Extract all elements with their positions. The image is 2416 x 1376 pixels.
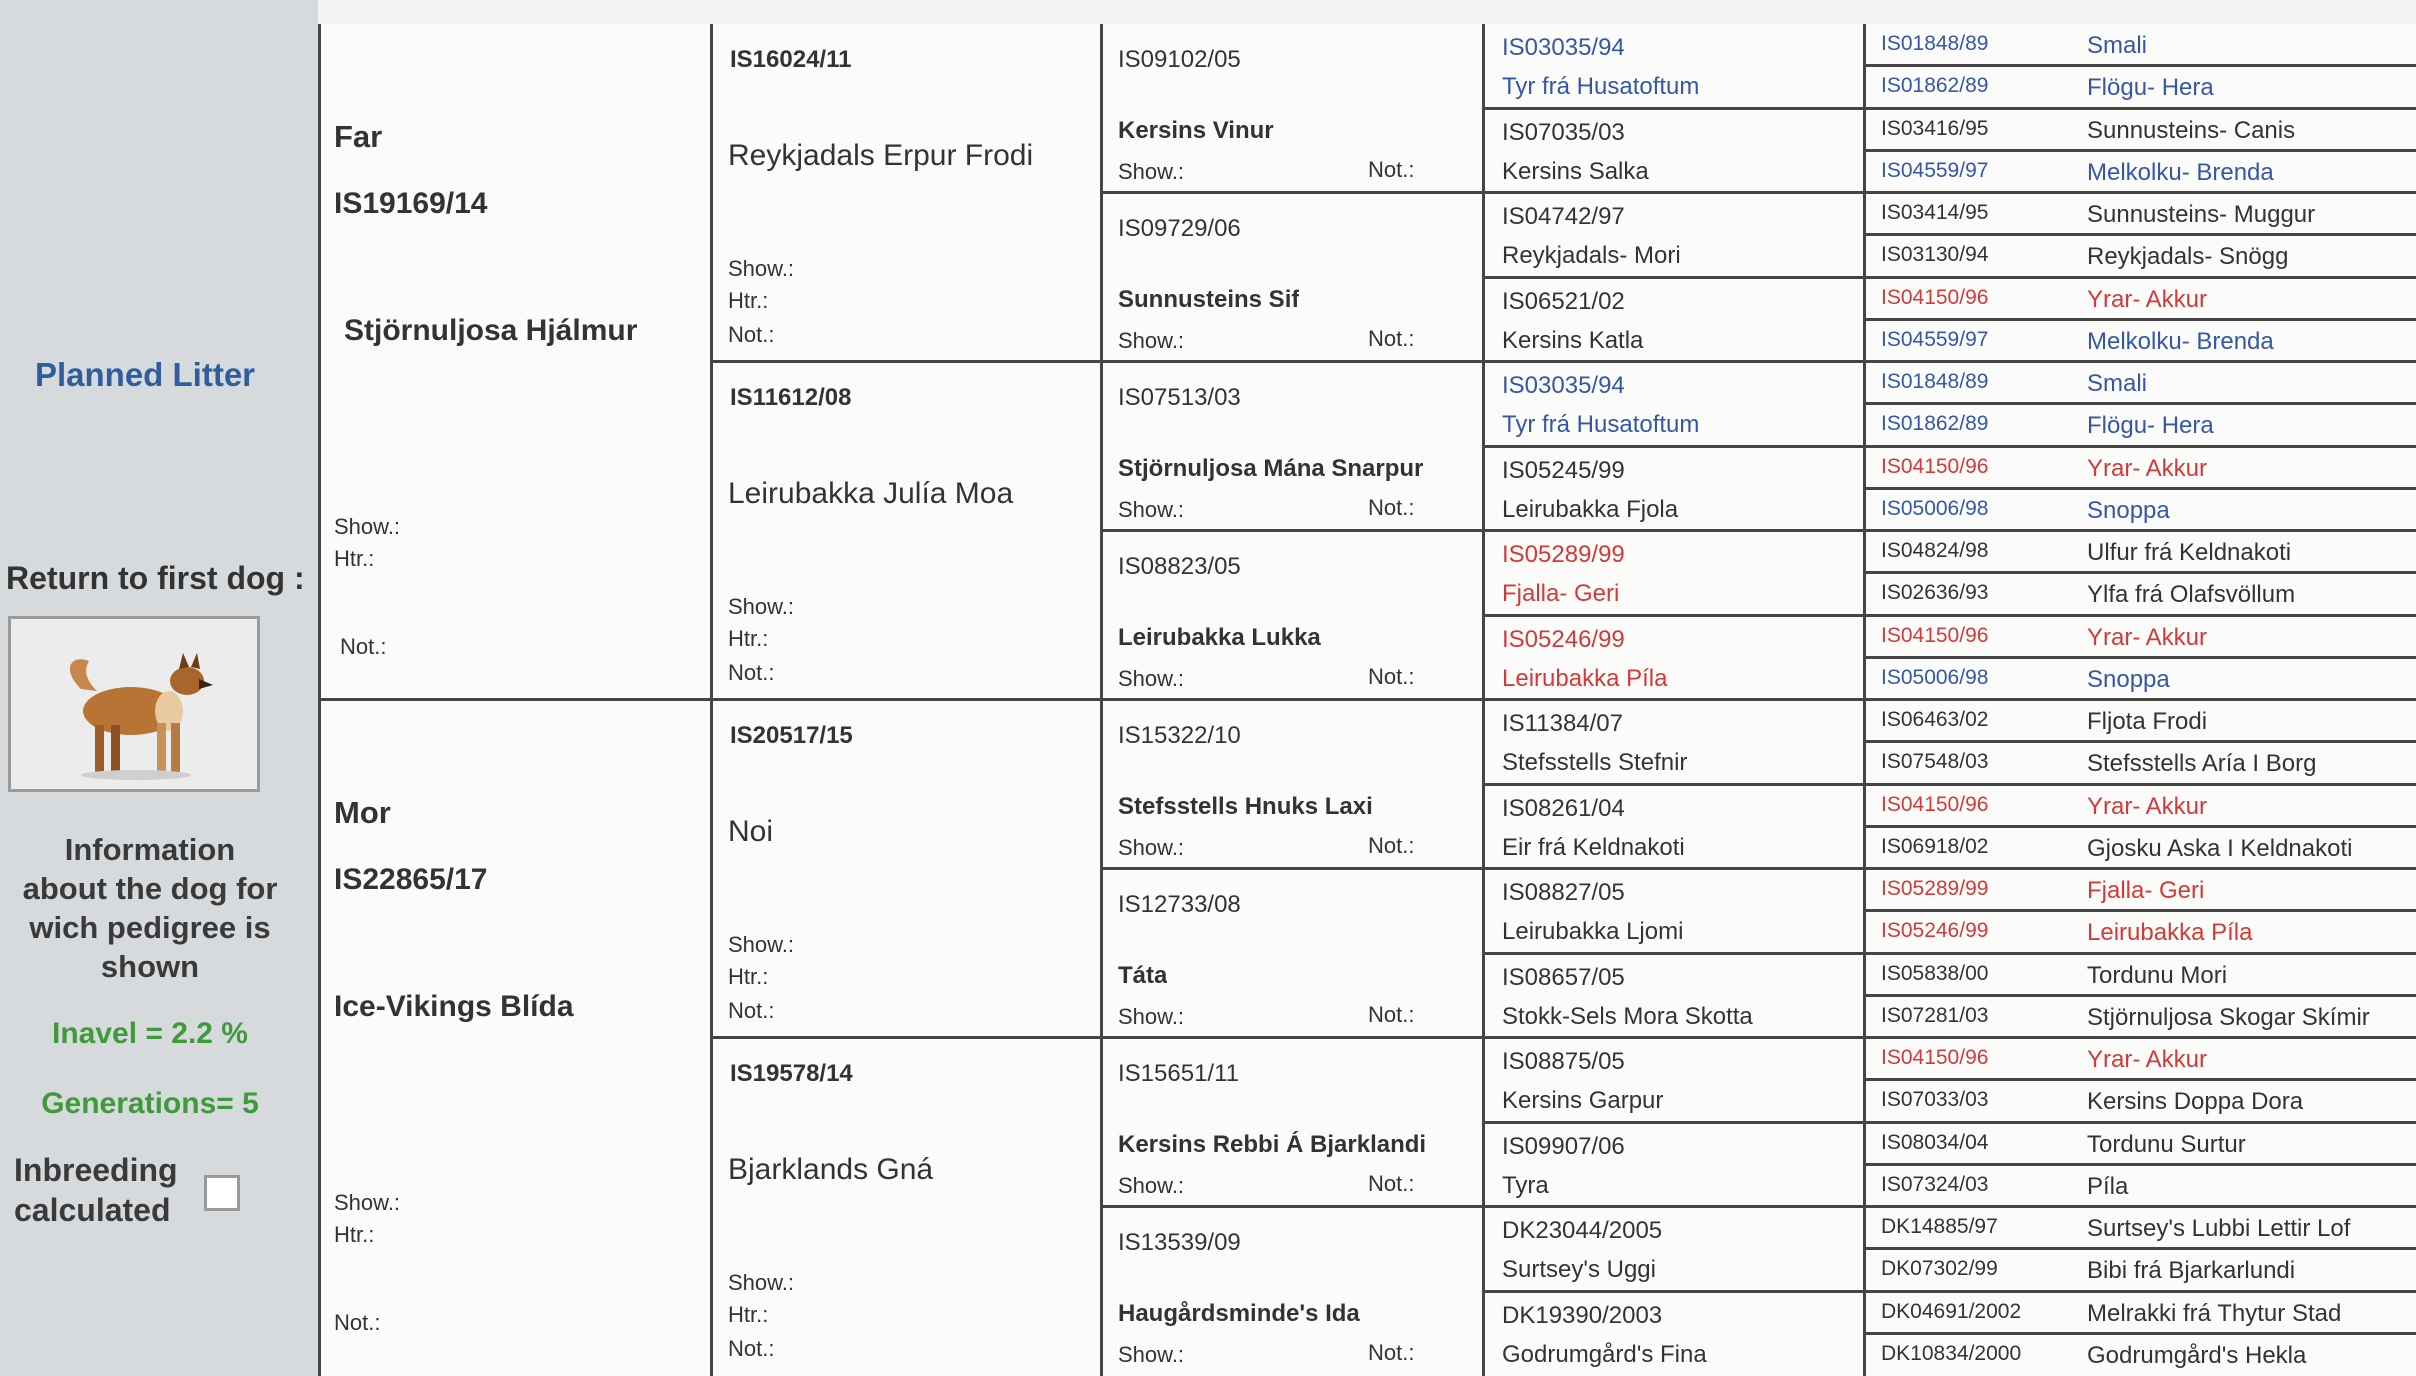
ancestor-name-link[interactable]: Kersins Doppa Dora	[2087, 1088, 2304, 1116]
ancestor-reg-number[interactable]: IS13539/09	[1118, 1229, 1241, 1256]
grandparent-reg-number[interactable]: IS11612/08	[730, 384, 852, 411]
row-divider	[1863, 909, 2416, 912]
pedigree-table	[318, 24, 2416, 1376]
row-divider	[1482, 952, 2416, 955]
row-divider	[1863, 402, 2416, 405]
ancestor-reg-number[interactable]: IS08657/05	[1502, 963, 1625, 991]
ancestor-name-link[interactable]: Ylfa frá Olafsvöllum	[2087, 581, 2296, 609]
info-line: Information	[64, 832, 236, 867]
ancestor-name-link[interactable]: Godrumgård's Hekla	[2087, 1341, 2307, 1369]
ancestor-name-link[interactable]: Melkolku- Brenda	[2087, 158, 2274, 186]
ancestor-name-link[interactable]: Píla	[2087, 1172, 2129, 1200]
ancestor-reg-number[interactable]: IS09729/06	[1118, 215, 1241, 242]
htr-label: Htr.:	[728, 1302, 769, 1327]
not-label: Not.:	[728, 322, 775, 347]
first-dog-image-button[interactable]	[8, 616, 260, 792]
row-divider	[1863, 318, 2416, 321]
show-label: Show.:	[1118, 1173, 1185, 1198]
ancestor-name-link[interactable]: Smali	[2087, 32, 2148, 59]
not-label: Not.:	[1368, 1002, 1415, 1027]
not-label: Not.:	[1368, 157, 1415, 182]
inbreeding-checkbox[interactable]	[204, 1175, 240, 1211]
row-divider	[1863, 233, 2416, 236]
ancestor-reg-number[interactable]: IS04150/96	[1881, 792, 1989, 816]
ancestor-reg-number[interactable]: IS06463/02	[1881, 708, 1989, 731]
row-divider	[1482, 783, 2416, 786]
ancestor-name-link[interactable]: Haugårdsminde's Ida	[1118, 1300, 1360, 1327]
ancestor-reg-number[interactable]: IS01848/89	[1881, 32, 1989, 55]
ancestor-reg-number[interactable]: IS09907/06	[1502, 1132, 1625, 1160]
ancestor-reg-number[interactable]: IS08823/05	[1118, 553, 1241, 580]
ancestor-reg-number[interactable]: DK14885/97	[1881, 1215, 1998, 1238]
ancestor-reg-number[interactable]: IS15322/10	[1118, 722, 1241, 749]
ancestor-reg-number[interactable]: DK23044/2005	[1502, 1217, 1663, 1244]
row-divider	[1863, 1078, 2416, 1081]
show-label: Show.:	[728, 1270, 795, 1295]
ancestor-name-link[interactable]: Leirubakka Ljomi	[1502, 918, 1684, 945]
ancestor-reg-number[interactable]: IS03416/95	[1881, 116, 1989, 140]
ancestor-name-link[interactable]: Melkolku- Brenda	[2087, 327, 2274, 355]
ancestor-reg-number[interactable]: IS03414/95	[1881, 201, 1989, 224]
htr-label: Htr.:	[728, 626, 769, 651]
show-label: Show.:	[1118, 497, 1185, 522]
ancestor-name-link[interactable]: Kersins Garpur	[1502, 1087, 1664, 1114]
show-label: Show.:	[1118, 328, 1185, 353]
return-to-first-dog-label: Return to first dog :	[6, 560, 305, 596]
not-label: Not.:	[340, 634, 387, 659]
not-label: Not.:	[728, 998, 775, 1023]
ancestor-reg-number[interactable]: IS12733/08	[1118, 891, 1241, 918]
htr-label: Htr.:	[334, 546, 375, 571]
ancestor-name-link[interactable]: Reykjadals- Snögg	[2087, 243, 2289, 271]
ancestor-name-link[interactable]: Snoppa	[2087, 665, 2170, 693]
ancestor-reg-number[interactable]: IS07033/03	[1881, 1088, 1989, 1112]
ancestor-name-link[interactable]: Fljota Frodi	[2087, 708, 2208, 735]
inavel-value: Inavel = 2.2 %	[52, 1017, 248, 1050]
ancestor-name-link[interactable]: Táta	[1118, 962, 1168, 989]
ancestor-name-link[interactable]: Stokk-Sels Mora Skotta	[1502, 1002, 1753, 1030]
not-label: Not.:	[1368, 1340, 1415, 1365]
ancestor-reg-number[interactable]: IS05006/98	[1881, 665, 1989, 689]
show-label: Show.:	[1118, 159, 1185, 184]
ancestor-name-link[interactable]: Sunnusteins Sif	[1118, 286, 1300, 313]
row-divider	[1863, 487, 2416, 490]
htr-label: Htr.:	[728, 288, 769, 313]
not-label: Not.:	[334, 1310, 381, 1335]
generations-value: Generations= 5	[41, 1087, 259, 1120]
not-label: Not.:	[1368, 1171, 1415, 1196]
ancestor-reg-number[interactable]: IS04150/96	[1881, 454, 1989, 478]
row-divider	[1863, 571, 2416, 574]
row-divider	[1863, 149, 2416, 152]
ancestor-reg-number[interactable]: IS06521/02	[1502, 287, 1625, 315]
ancestor-reg-number[interactable]: IS15651/11	[1118, 1060, 1239, 1087]
parent-name-link[interactable]: Stjörnuljosa Hjálmur	[344, 314, 638, 347]
ancestor-reg-number[interactable]: IS04150/96	[1881, 285, 1989, 309]
ancestor-name-link[interactable]: Surtsey's Uggi	[1502, 1256, 1656, 1283]
row-divider	[1863, 740, 2416, 743]
ancestor-reg-number[interactable]: IS04150/96	[1881, 623, 1989, 647]
info-line: about the dog for	[22, 871, 278, 906]
ancestor-name-link[interactable]: Tyr frá Husatoftum	[1502, 411, 1700, 438]
ancestor-reg-number[interactable]: IS01862/89	[1881, 412, 1989, 436]
parent-reg-number[interactable]: IS22865/17	[334, 863, 488, 896]
show-label: Show.:	[728, 932, 795, 957]
row-divider	[710, 360, 2416, 363]
htr-label: Htr.:	[334, 1222, 375, 1247]
ancestor-name-link[interactable]: Fjalla- Geri	[2087, 877, 2205, 904]
ancestor-name-link[interactable]: Yrar- Akkur	[2087, 285, 2208, 313]
parent-name-link[interactable]: Ice-Vikings Blída	[334, 990, 574, 1023]
not-label: Not.:	[728, 660, 775, 685]
ancestor-reg-number[interactable]: IS04824/98	[1881, 539, 1989, 562]
row-divider	[710, 1036, 2416, 1039]
row-divider	[1100, 1205, 2416, 1208]
ancestor-reg-number[interactable]: DK07302/99	[1881, 1257, 1998, 1281]
ancestor-reg-number[interactable]: DK10834/2000	[1881, 1341, 2022, 1365]
ancestor-reg-number[interactable]: IS03130/94	[1881, 243, 1989, 267]
htr-label: Htr.:	[728, 964, 769, 989]
row-divider	[1863, 1247, 2416, 1250]
not-label: Not.:	[1368, 833, 1415, 858]
ancestor-name-link[interactable]: Leirubakka Lukka	[1118, 624, 1321, 651]
parent-reg-number[interactable]: IS19169/14	[334, 187, 488, 220]
row-divider	[1482, 445, 2416, 448]
grandparent-name-link[interactable]: Leirubakka Julía Moa	[728, 477, 1014, 510]
ancestor-name-link[interactable]: Yrar- Akkur	[2087, 792, 2208, 820]
ancestor-reg-number[interactable]: IS07324/03	[1881, 1172, 1989, 1196]
row-divider	[1863, 825, 2416, 828]
ancestor-name-link[interactable]: Eir frá Keldnakoti	[1502, 833, 1685, 861]
planned-litter-link[interactable]: Planned Litter	[34, 356, 256, 393]
ancestor-name-link[interactable]: Kersins Vinur	[1118, 117, 1274, 144]
ancestor-name-link[interactable]: Reykjadals- Mori	[1502, 242, 1681, 269]
not-label: Not.:	[1368, 495, 1415, 520]
ancestor-name-link[interactable]: Godrumgård's Fina	[1502, 1340, 1707, 1368]
show-label: Show.:	[1118, 666, 1185, 691]
info-line: wich pedigree is	[29, 910, 271, 945]
ancestor-name-link[interactable]: Leirubakka Fjola	[1502, 495, 1679, 523]
ancestor-name-link[interactable]: Tyr frá Husatoftum	[1502, 73, 1700, 100]
grandparent-reg-number[interactable]: IS19578/14	[730, 1060, 853, 1087]
ancestor-name-link[interactable]: Tordunu Surtur	[2087, 1130, 2246, 1158]
ancestor-name-link[interactable]: Snoppa	[2087, 496, 2170, 524]
ancestor-reg-number[interactable]: IS04559/97	[1881, 158, 1989, 182]
ancestor-reg-number[interactable]: IS05246/99	[1502, 625, 1625, 653]
row-divider	[1482, 1290, 2416, 1293]
ancestor-name-link[interactable]: Yrar- Akkur	[2087, 1046, 2208, 1073]
ancestor-name-link[interactable]: Bibi frá Bjarkarlundi	[2087, 1257, 2296, 1285]
ancestor-reg-number[interactable]: IS02636/93	[1881, 581, 1989, 605]
ancestor-name-link[interactable]: Sunnusteins- Muggur	[2087, 201, 2316, 228]
ancestor-reg-number[interactable]: IS04742/97	[1502, 203, 1625, 230]
parent-role-label: Far	[334, 119, 383, 154]
inbreeding-line: Inbreeding	[14, 1152, 178, 1188]
ancestor-reg-number[interactable]: IS11384/07	[1502, 710, 1623, 737]
ancestor-reg-number[interactable]: IS08875/05	[1502, 1048, 1625, 1075]
ancestor-reg-number[interactable]: IS01862/89	[1881, 74, 1989, 98]
not-label: Not.:	[1368, 326, 1415, 351]
ancestor-reg-number[interactable]: IS05246/99	[1881, 919, 1989, 943]
show-label: Show.:	[728, 256, 795, 281]
ancestor-reg-number[interactable]: IS03035/94	[1502, 34, 1625, 61]
ancestor-reg-number[interactable]: IS05838/00	[1881, 961, 1989, 985]
ancestor-reg-number[interactable]: IS04559/97	[1881, 327, 1989, 351]
ancestor-name-link[interactable]: Kersins Salka	[1502, 157, 1649, 185]
row-divider	[1100, 867, 2416, 870]
ancestor-name-link[interactable]: Stefsstells Stefnir	[1502, 749, 1688, 776]
inbreeding-line: calculated	[14, 1192, 171, 1228]
ancestor-reg-number[interactable]: DK04691/2002	[1881, 1299, 2022, 1323]
ancestor-name-link[interactable]: Leirubakka Píla	[1502, 664, 1668, 692]
ancestor-name-link[interactable]: Kersins Rebbi Á Bjarklandi	[1118, 1131, 1427, 1158]
ancestor-reg-number[interactable]: IS03035/94	[1502, 372, 1625, 399]
grandparent-reg-number[interactable]: IS20517/15	[730, 722, 853, 749]
ancestor-reg-number[interactable]: IS07035/03	[1502, 118, 1625, 146]
ancestor-name-link[interactable]: Surtsey's Lubbi Lettir Lof	[2087, 1215, 2351, 1242]
ancestor-reg-number[interactable]: IS08827/05	[1502, 879, 1625, 906]
show-label: Show.:	[1118, 1004, 1185, 1029]
ancestor-reg-number[interactable]: IS05289/99	[1881, 877, 1989, 900]
row-divider	[1863, 656, 2416, 659]
ancestor-reg-number[interactable]: IS06918/02	[1881, 834, 1989, 858]
ancestor-name-link[interactable]: Ulfur frá Keldnakoti	[2087, 539, 2292, 566]
ancestor-reg-number[interactable]: IS05245/99	[1502, 456, 1625, 484]
row-divider	[1863, 994, 2416, 997]
row-divider	[1863, 1163, 2416, 1166]
ancestor-reg-number[interactable]: IS05006/98	[1881, 496, 1989, 520]
ancestor-name-link[interactable]: Stefsstells Hnuks Laxi	[1118, 793, 1373, 820]
ancestor-reg-number[interactable]: IS01848/89	[1881, 370, 1989, 393]
show-label: Show.:	[1118, 1342, 1185, 1367]
grandparent-name-link[interactable]: Bjarklands Gná	[728, 1153, 934, 1186]
show-label: Show.:	[334, 514, 401, 539]
ancestor-reg-number[interactable]: IS08034/04	[1881, 1130, 1989, 1154]
ancestor-reg-number[interactable]: IS05289/99	[1502, 541, 1625, 568]
ancestor-reg-number[interactable]: IS07548/03	[1881, 750, 1989, 774]
ancestor-reg-number[interactable]: IS07513/03	[1118, 384, 1241, 411]
row-divider	[710, 698, 2416, 701]
ancestor-name-link[interactable]: Gjosku Aska I Keldnakoti	[2087, 834, 2353, 862]
ancestor-reg-number[interactable]: IS07281/03	[1881, 1003, 1989, 1027]
dog-information-link[interactable]	[0, 830, 300, 986]
not-label: Not.:	[728, 1336, 775, 1361]
ancestor-name-link[interactable]: Yrar- Akkur	[2087, 454, 2208, 482]
info-line: shown	[100, 949, 200, 984]
dog-icon	[11, 619, 257, 789]
grandparent-reg-number[interactable]: IS16024/11	[730, 46, 852, 73]
inbreeding-calculated-label	[14, 1150, 194, 1230]
ancestor-name-link[interactable]: Stefsstells Aría I Borg	[2087, 750, 2317, 778]
show-label: Show.:	[334, 1190, 401, 1215]
ancestor-name-link[interactable]: Sunnusteins- Canis	[2087, 116, 2296, 144]
row-divider	[1482, 614, 2416, 617]
sidebar	[0, 0, 318, 1376]
grandparent-name-link[interactable]: Reykjadals Erpur Frodi	[728, 139, 1034, 172]
ancestor-name-link[interactable]: Tyra	[1502, 1171, 1549, 1199]
ancestor-name-link[interactable]: Stjörnuljosa Mána Snarpur	[1118, 455, 1424, 482]
ancestor-name-link[interactable]: Fjalla- Geri	[1502, 580, 1620, 607]
ancestor-name-link[interactable]: Flögu- Hera	[2087, 74, 2214, 102]
row-divider	[1863, 1332, 2416, 1335]
ancestor-reg-number[interactable]: DK19390/2003	[1502, 1301, 1663, 1329]
grandparent-name-link[interactable]: Noi	[728, 815, 774, 848]
row-divider	[1482, 1121, 2416, 1124]
row-divider	[1482, 107, 2416, 110]
ancestor-name-link[interactable]: Stjörnuljosa Skogar Skímir	[2087, 1003, 2370, 1031]
show-label: Show.:	[728, 594, 795, 619]
ancestor-name-link[interactable]: Tordunu Mori	[2087, 961, 2228, 989]
row-divider	[1863, 64, 2416, 67]
show-label: Show.:	[1118, 835, 1185, 860]
parent-role-label: Mor	[334, 795, 391, 830]
not-label: Not.:	[1368, 664, 1415, 689]
ancestor-name-link[interactable]: Smali	[2087, 370, 2148, 397]
ancestor-name-link[interactable]: Flögu- Hera	[2087, 412, 2214, 440]
ancestor-reg-number[interactable]: IS08261/04	[1502, 794, 1625, 822]
ancestor-name-link[interactable]: Kersins Katla	[1502, 326, 1644, 354]
ancestor-name-link[interactable]: Yrar- Akkur	[2087, 623, 2208, 651]
ancestor-name-link[interactable]: Leirubakka Píla	[2087, 919, 2253, 947]
ancestor-name-link[interactable]: Melrakki frá Thytur Stad	[2087, 1299, 2342, 1327]
ancestor-reg-number[interactable]: IS04150/96	[1881, 1046, 1989, 1069]
row-divider	[1100, 191, 2416, 194]
ancestor-reg-number[interactable]: IS09102/05	[1118, 46, 1241, 73]
row-divider	[1482, 276, 2416, 279]
row-divider	[1100, 529, 2416, 532]
